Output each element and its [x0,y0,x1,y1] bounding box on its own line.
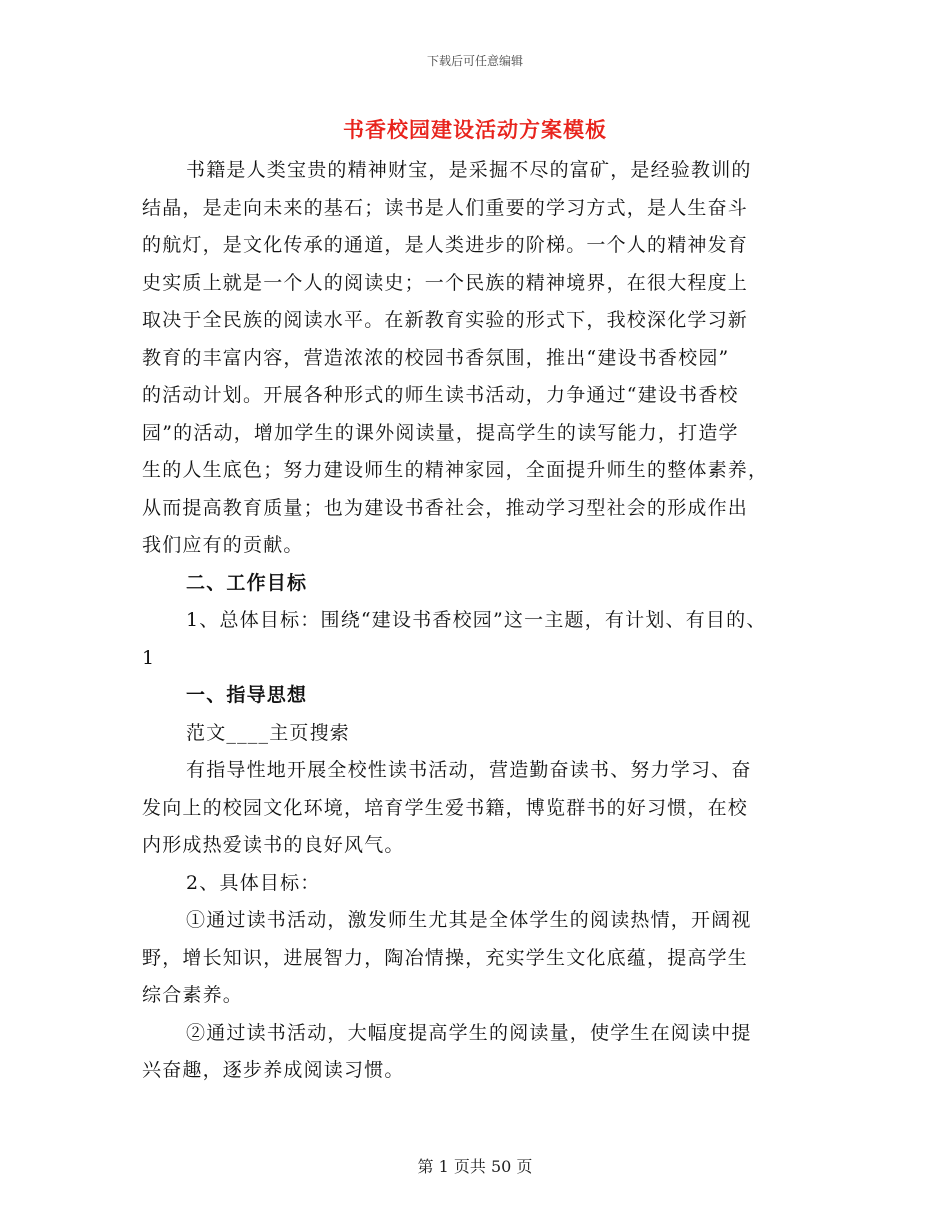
body-line: ①通过读书活动，激发师生尤其是全体学生的阅读热情，开阔视 [186,909,752,931]
document-title: 书香校园建设活动方案模板 [343,117,607,142]
body-line: 的活动计划。开展各种形式的师生读书活动，力争通过“建设书香校 [142,384,739,406]
body-line: 野，增长知识，进展智力，陶冶情操，充实学生文化底蕴，提高学生 [142,946,749,969]
body-line: 的航灯，是文化传承的通道，是人类进步的阶梯。一个人的精神发育 [142,234,749,256]
body-line: 生的人生底色；努力建设师生的精神家园，全面提升师生的整体素养， [142,459,769,481]
header-note: 下载后可任意编辑 [426,54,523,68]
page-footer: 第 1 页共 50 页 [417,1157,533,1176]
body-line: 我们应有的贡献。 [142,534,304,556]
body-line: 取决于全民族的阅读水平。在新教育实验的形式下，我校深化学习新 [142,309,749,331]
body-line: 有指导性地开展全校性读书活动，营造勤奋读书、努力学习、奋 [186,759,752,781]
section-heading: 一、指导思想 [186,684,308,706]
body-line: 内形成热爱读书的良好风气。 [142,834,405,856]
body-line: 园”的活动，增加学生的课外阅读量，提高学生的读写能力，打造学 [142,421,739,444]
body-line: 从而提高教育质量；也为建设书香社会，推动学习型社会的形成作出 [142,496,749,519]
body-line: 兴奋趣，逐步养成阅读习惯。 [142,1059,405,1081]
body-line: 教育的丰富内容，营造浓浓的校园书香氛围，推出“建设书香校园” [142,346,730,369]
body-line: 史实质上就是一个人的阅读史；一个民族的精神境界，在很大程度上 [142,271,749,294]
section-heading: 二、工作目标 [186,571,308,594]
body-line: 2、具体目标： [186,871,321,894]
body-line: 1、总体目标：围绕“建设书香校园”这一主题，有计划、有目的、 [186,609,767,631]
body-line: 发向上的校园文化环境，培育学生爱书籍，博览群书的好习惯，在校 [142,796,749,819]
body-line: 1 [142,646,156,669]
body-line: 范文____主页搜索 [186,721,351,744]
document-body [142,152,807,1090]
body-line: 综合素养。 [142,984,244,1006]
body-line: 结晶，是走向未来的基石；读书是人们重要的学习方式，是人生奋斗 [142,196,749,219]
body-line: ②通过读书活动，大幅度提高学生的阅读量，使学生在阅读中提 [186,1021,752,1044]
body-line: 书籍是人类宝贵的精神财宝，是采掘不尽的富矿，是经验教训的 [186,159,752,181]
